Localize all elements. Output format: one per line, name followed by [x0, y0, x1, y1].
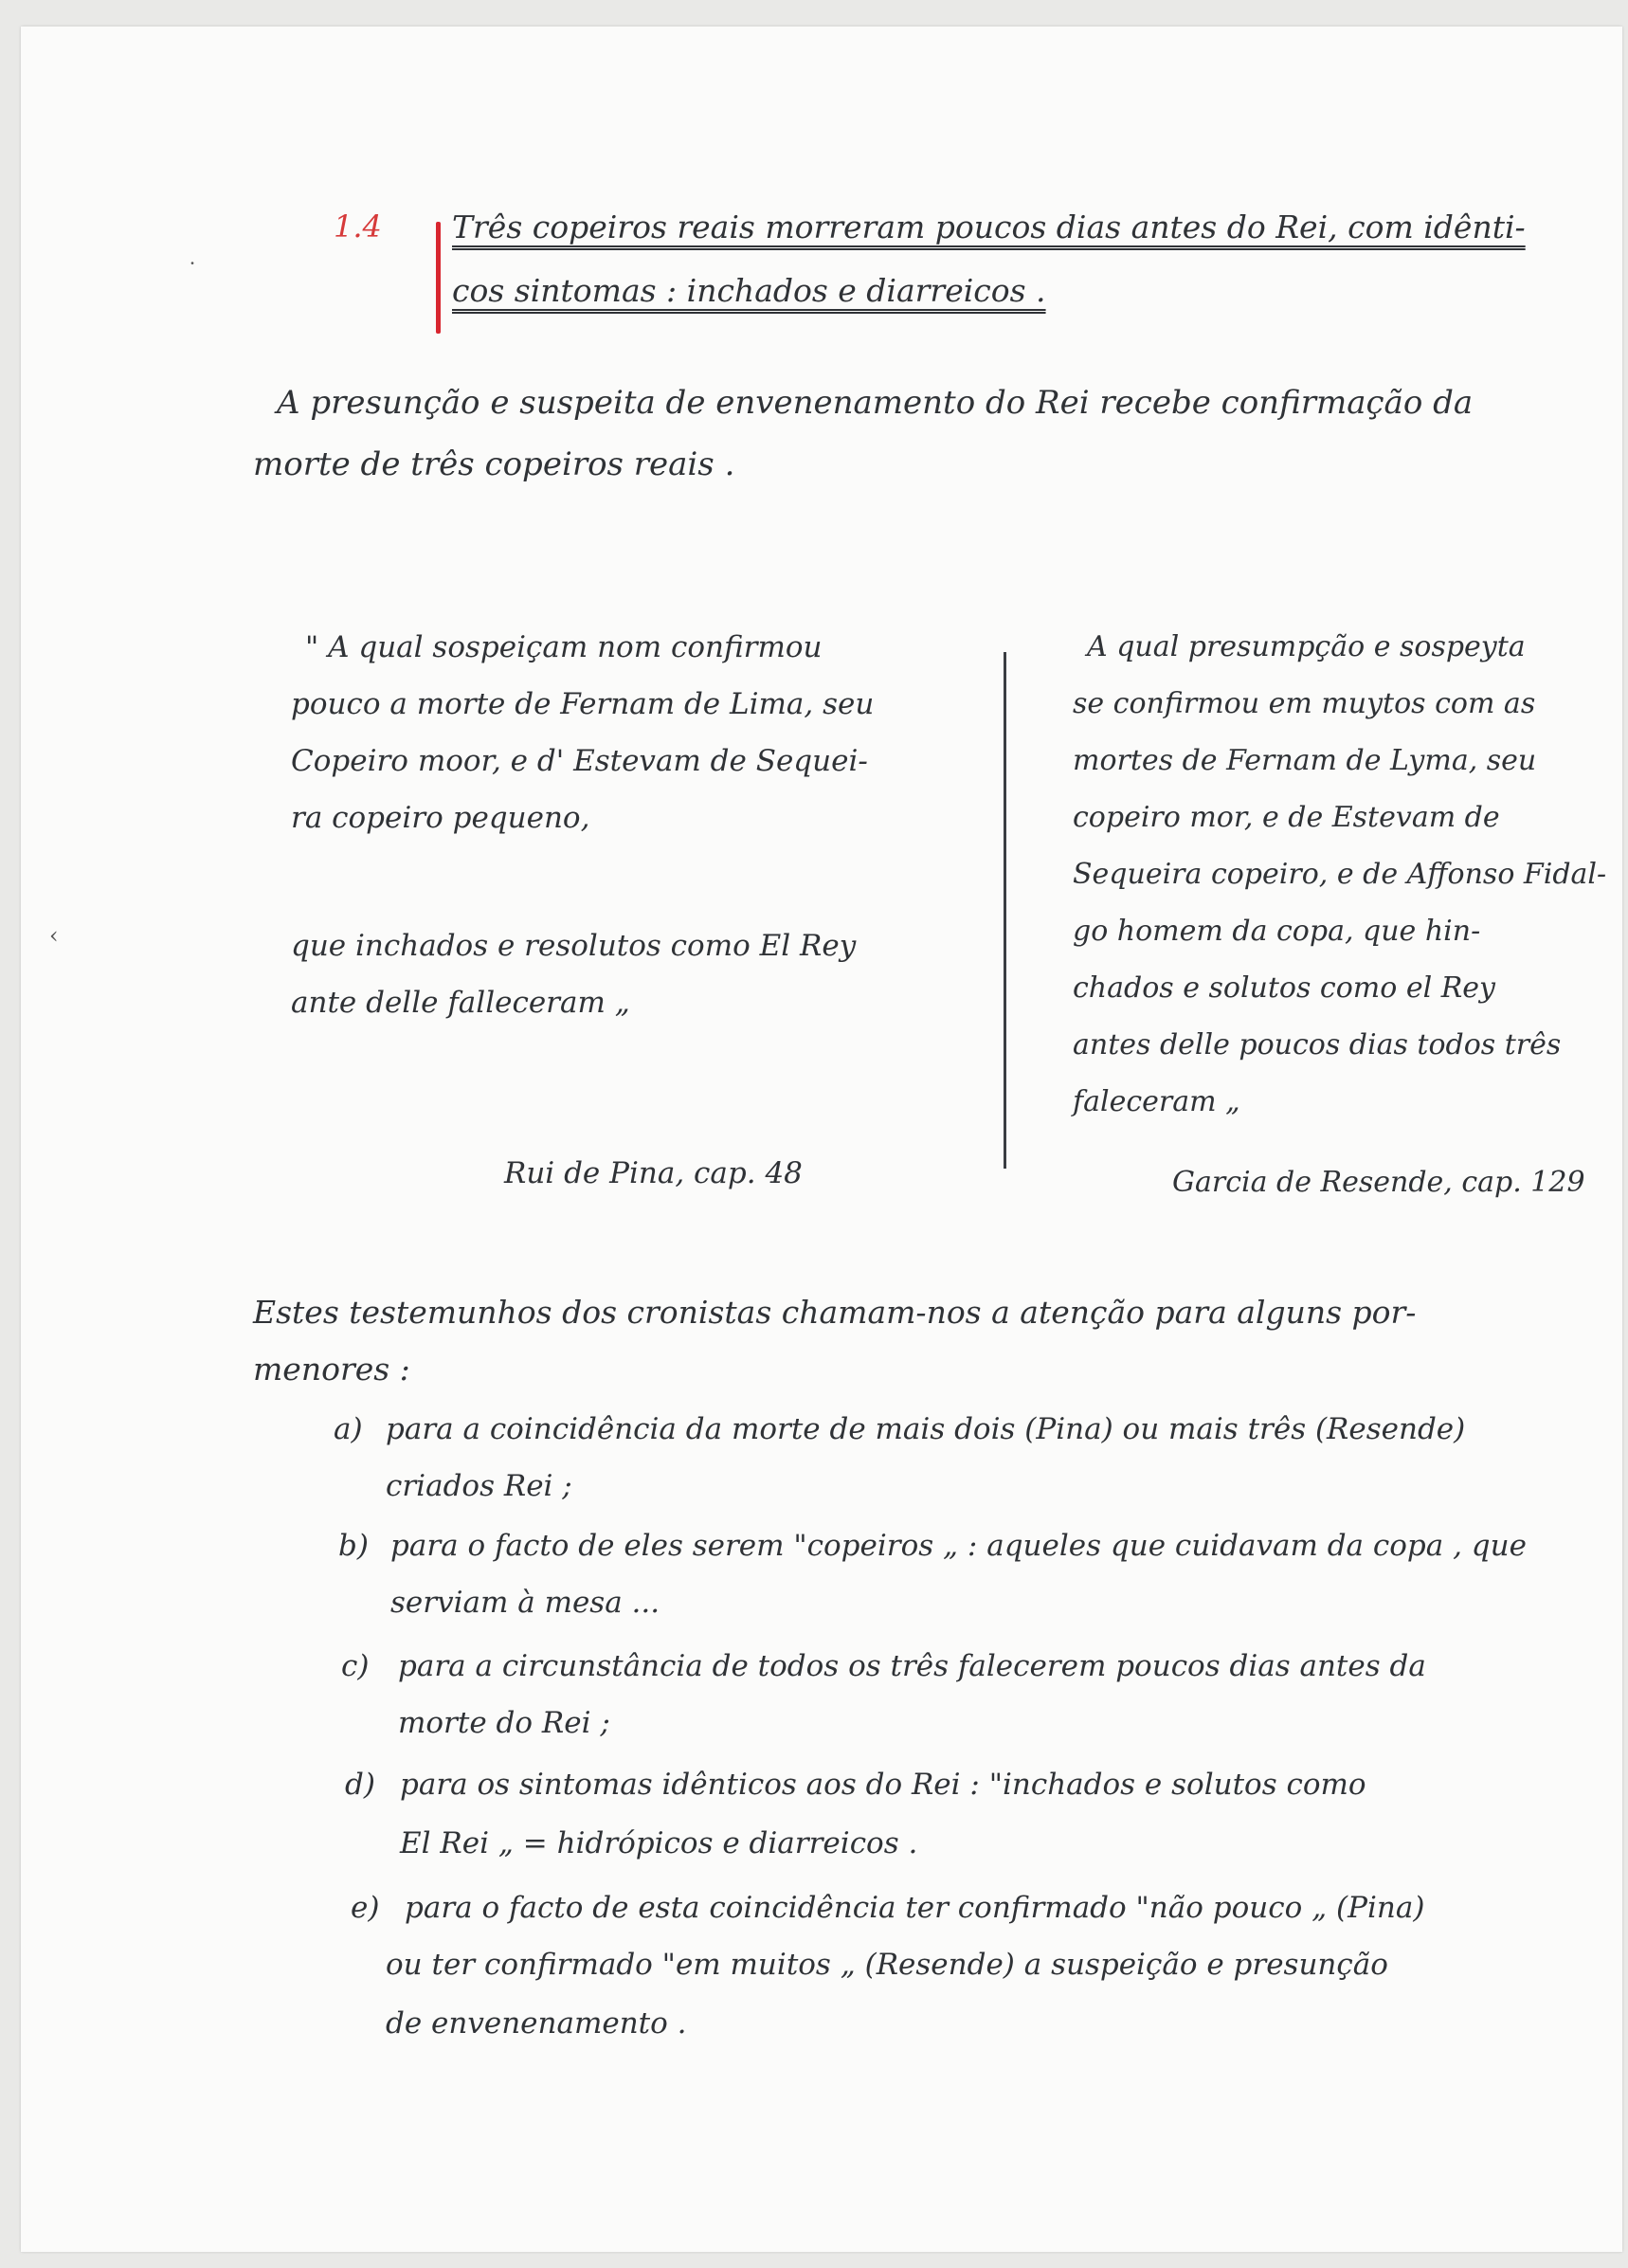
item-a-line-2: criados Rei ; — [386, 1469, 572, 1503]
document-sheet — [21, 27, 1622, 2252]
column-divider — [1004, 652, 1006, 1169]
right-quote-line-8: antes delle poucos dias todos três — [1073, 1028, 1562, 1061]
item-e-label: e) — [351, 1891, 380, 1925]
left-quote-source: Rui de Pina, cap. 48 — [504, 1156, 803, 1190]
right-quote-source: Garcia de Resende, cap. 129 — [1172, 1166, 1585, 1199]
item-b-label: b) — [338, 1529, 369, 1563]
stray-pen-mark: ˙ — [187, 259, 198, 285]
right-quote-line-5: Sequeira copeiro, e de Affonso Fidal- — [1073, 858, 1607, 891]
item-a-label: a) — [334, 1412, 363, 1446]
item-c-line-1: para a circunstância de todos os três falecerem poucos dias antes da — [398, 1649, 1426, 1683]
stray-pen-mark: ‹ — [49, 922, 59, 949]
item-b-line-2: serviam à mesa ... — [390, 1586, 660, 1620]
section-number: 1.4 — [334, 209, 382, 245]
right-quote-line-7: chados e solutos como el Rey — [1073, 971, 1496, 1005]
item-d-label: d) — [345, 1768, 375, 1802]
left-quote-line-1: " A qual sospeiçam nom confirmou — [305, 630, 823, 664]
right-quote-line-1: A qual presumpção e sospeyta — [1087, 630, 1526, 663]
right-quote-line-6: go homem da copa, que hin- — [1073, 915, 1481, 948]
right-quote-line-2: se confirmou em muytos com as — [1073, 687, 1536, 720]
item-e-line-3: de envenenamento . — [386, 2006, 687, 2041]
intro-line-1: A presunção e suspeita de envenenamento do Rei recebe confirmação da — [277, 384, 1474, 422]
item-c-line-2: morte do Rei ; — [398, 1706, 610, 1740]
right-quote-line-9: faleceram „ — [1073, 1085, 1240, 1118]
left-quote-line-5: que inchados e resolutos como El Rey — [291, 929, 857, 963]
item-e-line-2: ou ter confirmado "em muitos „ (Resende) a suspeição e presunção — [386, 1948, 1388, 1982]
heading-line-2: cos sintomas : inchados e diarreicos . — [452, 272, 1046, 309]
item-b-line-1: para o facto de eles serem "copeiros „ : aqueles que cuidavam da copa , que — [390, 1529, 1527, 1563]
body-line-1: Estes testemunhos dos cronistas chamam-nos a atenção para alguns por- — [253, 1294, 1417, 1331]
left-quote-line-3: Copeiro moor, e d' Estevam de Sequei- — [291, 744, 868, 778]
intro-line-2: morte de três copeiros reais . — [253, 445, 735, 483]
right-quote-line-3: mortes de Fernam de Lyma, seu — [1073, 744, 1537, 777]
item-a-line-1: para a coincidência da morte de mais dois (Pina) ou mais três (Resende) — [386, 1412, 1466, 1446]
right-quote-line-4: copeiro mor, e de Estevam de — [1073, 801, 1500, 834]
item-d-line-1: para os sintomas idênticos aos do Rei : "inchados e solutos como — [400, 1768, 1366, 1802]
left-quote-line-2: pouco a morte de Fernam de Lima, seu — [291, 687, 875, 721]
heading-line-1: Três copeiros reais morreram poucos dias antes do Rei, com idênti- — [452, 209, 1526, 245]
left-quote-line-6: ante delle falleceram „ — [291, 986, 630, 1020]
red-margin-bar — [436, 222, 441, 334]
item-c-label: c) — [341, 1649, 370, 1683]
left-quote-line-4: ra copeiro pequeno, — [291, 801, 590, 835]
item-e-line-1: para o facto de esta coincidência ter confirmado "não pouco „ (Pina) — [405, 1891, 1425, 1925]
body-line-2: menores : — [253, 1351, 410, 1388]
item-d-line-2: El Rei „ = hidrópicos e diarreicos . — [400, 1826, 918, 1860]
